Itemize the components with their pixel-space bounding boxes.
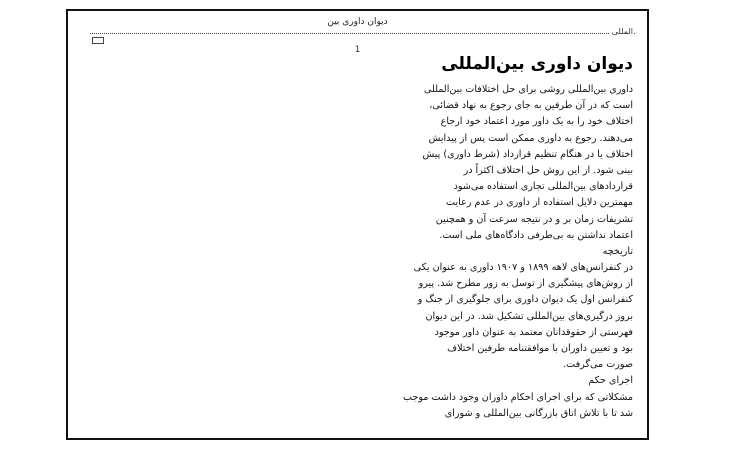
body-line: مهمترین دلایل استفاده از داوری در عدم رعایت: [446, 197, 633, 209]
body-line: کنفرانس اول یک دیوان داوری برای جلوگیری از جنگ و: [417, 294, 633, 306]
body-line: می‌دهند. رجوع به داوری ممکن است پس از پیدایش: [428, 132, 633, 144]
body-line: اعتماد نداشتن به بی‌طرفی دادگاه‌های ملی است.: [439, 229, 633, 241]
body-line: از روش‌های پیشگیری از توسل به زور مطرح شد. پیرو: [418, 278, 633, 290]
running-header-source: المللی: [609, 27, 633, 36]
body-line: شد تا با تلاش اتاق بازرگانی بین‌المللی و شورای: [444, 407, 633, 419]
body-line: فهرستی از حقوقدانان معتمد به عنوان داور موجود: [434, 326, 633, 338]
page-number: 1: [354, 45, 361, 55]
body-line: بود و تعیین داوران با موافقتنامه طرفین اختلاف: [447, 343, 633, 354]
body-line: قراردادهای بین‌المللی تجاری استفاده می‌شود: [453, 181, 633, 193]
body-line: بینی شود. از این روش حل اختلاف اکثراً در: [463, 164, 633, 176]
body-line: بروز درگیری‌های بین‌المللی تشکیل شد. در این دیوان: [425, 310, 633, 322]
body-line: داوری بین‌المللی روشی برای حل اختلافات بین‌المللی: [423, 84, 633, 95]
body-line: اختلاف خود را به یک داور مورد اعتماد خود ارجاع: [440, 116, 633, 128]
document-title: دیوان داوری بین‌المللی: [441, 54, 633, 74]
body-line: صورت می‌گرفت.: [563, 359, 633, 371]
section-heading: اجرای حکم: [588, 375, 633, 387]
section-heading: تاریخچه: [602, 245, 633, 257]
body-line: در کنفرانس‌های لاهه ۱۸۹۹ و ۱۹۰۷ داوری به عنوان یکی: [413, 262, 633, 274]
document-page: [66, 9, 649, 440]
header-divider: [90, 33, 635, 34]
body-line: مشکلاتی که برای اجرای احکام داوران وجود داشت موجب: [402, 391, 633, 403]
header-box-icon: [92, 37, 104, 44]
running-header-title: دیوان داوری بین: [327, 17, 388, 27]
document-body: [85, 82, 633, 422]
body-line: است که در آن طرفین به جای رجوع به نهاد قضائی،: [429, 100, 633, 112]
body-line: تشریفات زمان بر و در نتیجه سرعت آن و همچنین: [435, 213, 633, 225]
body-line: اختلاف یا در هنگام تنظیم قرارداد (شرط داوری) پیش: [422, 148, 633, 160]
